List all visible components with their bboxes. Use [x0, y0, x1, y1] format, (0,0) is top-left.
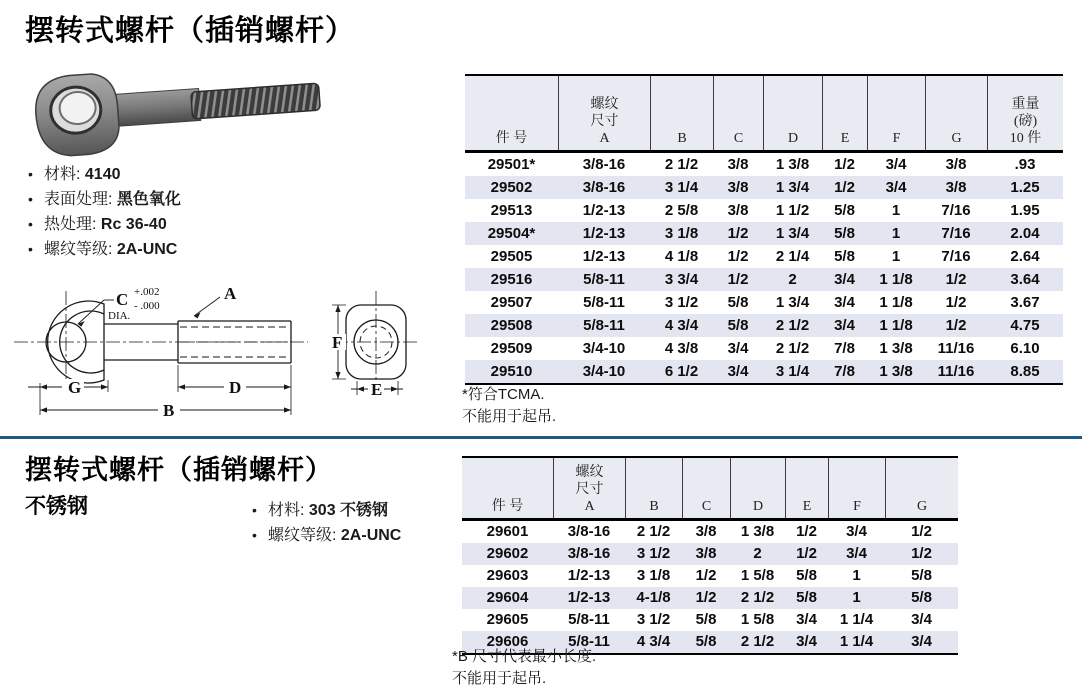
table-cell: 3 1/2 — [636, 611, 671, 628]
table-cell: 1/2 — [796, 545, 817, 562]
column-header: 螺纹 尺寸 A — [558, 76, 650, 150]
dim-label-b: B — [163, 401, 175, 420]
table-cell: 5/8 — [796, 589, 817, 606]
column-header: B — [625, 458, 682, 518]
table-cell: 3/4 — [796, 611, 817, 628]
table-cell: 2 — [788, 271, 797, 288]
table-cell: 1/2 — [945, 271, 967, 288]
table-cell: 1.95 — [1010, 202, 1040, 219]
table-cell: 3/8 — [695, 523, 717, 540]
table-cell: 1/2 — [911, 545, 932, 562]
table-cell: 1 3/4 — [775, 294, 810, 311]
table-row — [465, 360, 1063, 383]
page-title: 摆转式螺杆（插销螺杆） — [25, 15, 356, 47]
table-cell: 29505 — [490, 248, 533, 265]
column-header: D — [763, 76, 822, 150]
table-cell: 1 1/8 — [879, 317, 913, 334]
bullet-icon: • — [28, 166, 33, 182]
table-cell: 2 5/8 — [664, 202, 699, 219]
table-cell: 29602 — [486, 545, 529, 562]
table-cell: 5/8-11 — [583, 317, 625, 334]
spec-value: 2A-UNC — [340, 527, 402, 544]
table-row — [465, 268, 1063, 291]
table-cell: 3/4-10 — [582, 363, 626, 380]
table-row — [462, 521, 958, 543]
spec-label: 螺纹等级: — [44, 241, 117, 258]
table-cell: 2 1/4 — [775, 248, 810, 265]
spec-bullet — [28, 162, 181, 187]
table-cell: 1 3/4 — [775, 225, 810, 242]
column-header: G — [925, 76, 987, 150]
table-cell: 1 3/8 — [879, 340, 913, 357]
table-cell: 1.25 — [1010, 179, 1040, 196]
table-cell: 5/8-11 — [583, 294, 625, 311]
bullet-icon: • — [252, 527, 257, 543]
tolerance-plus: +.002 — [134, 286, 160, 298]
table-cell: 4.75 — [1010, 317, 1040, 334]
column-header: D — [730, 458, 785, 518]
table-cell: 1/2-13 — [582, 248, 626, 265]
spec-label: 热处理: — [44, 216, 101, 233]
table-cell: 2 1/2 — [636, 523, 671, 540]
column-header: E — [785, 458, 828, 518]
table-row — [465, 153, 1063, 176]
table-notes-stainless — [452, 646, 596, 688]
column-header: C — [713, 76, 763, 150]
dim-label-d: D — [229, 378, 242, 397]
table-row — [462, 609, 958, 631]
table-cell: 2 1/2 — [740, 589, 775, 606]
table-header-row — [462, 456, 958, 521]
table-cell: 3/8 — [727, 202, 749, 219]
table-cell: 1/2-13 — [567, 589, 611, 606]
column-header: B — [650, 76, 713, 150]
table-cell: 4 3/4 — [636, 633, 671, 650]
table-cell: 29603 — [486, 567, 529, 584]
dia-label: DIA. — [108, 310, 131, 322]
spec-bullet — [28, 212, 181, 237]
table-cell: 29601 — [486, 523, 529, 540]
table-cell: 29504* — [487, 225, 536, 242]
table-cell: 3/4 — [796, 633, 817, 650]
column-header: F — [828, 458, 885, 518]
table-cell: 7/16 — [941, 202, 971, 219]
table-cell: 1/2 — [945, 317, 967, 334]
table-cell: 8.85 — [1010, 363, 1040, 380]
tolerance-minus: - .000 — [134, 300, 160, 312]
column-header: F — [867, 76, 925, 150]
table-cell: 1/2 — [695, 589, 717, 606]
table-cell: 3/8 — [727, 156, 749, 173]
spec-table-stainless — [462, 456, 958, 655]
table-cell: 1/2 — [834, 156, 855, 173]
table-cell: 3/4-10 — [582, 340, 626, 357]
spec-bullet — [28, 187, 181, 212]
table-footnote: 不能用于起吊. — [462, 408, 557, 425]
spec-label: 表面处理: — [44, 191, 117, 208]
table-cell: 1 5/8 — [740, 567, 775, 584]
table-cell: 11/16 — [937, 340, 975, 357]
table-cell: 4 3/4 — [664, 317, 699, 334]
spec-bullet — [252, 523, 401, 548]
spec-value: 2A-UNC — [116, 241, 178, 258]
table-cell: 1 1/8 — [879, 271, 913, 288]
table-row — [462, 543, 958, 565]
table-cell: .93 — [1014, 156, 1036, 173]
spec-bullet — [28, 237, 181, 262]
table-row — [465, 222, 1063, 245]
table-cell: 5/8-11 — [583, 271, 625, 288]
table-cell: 4 3/8 — [664, 340, 699, 357]
table-cell: 1 3/8 — [879, 363, 913, 380]
table-cell: 3/4 — [834, 294, 855, 311]
table-cell: 1 1/2 — [775, 202, 810, 219]
table-cell: 29513 — [490, 202, 533, 219]
table-cell: 29508 — [490, 317, 533, 334]
table-cell: 3/8 — [695, 545, 717, 562]
table-cell: 6 1/2 — [664, 363, 699, 380]
spec-bullets — [28, 162, 181, 262]
table-cell: 29606 — [486, 633, 529, 650]
table-cell: 1 — [891, 248, 901, 265]
table-cell: 3/8 — [945, 179, 967, 196]
table-cell: 5/8 — [695, 633, 717, 650]
column-header: 件 号 — [495, 131, 528, 146]
table-cell: 1/2 — [727, 248, 749, 265]
spec-label: 材料: — [44, 166, 85, 183]
table-cell: 3/8-16 — [582, 179, 626, 196]
table-cell: 3.67 — [1010, 294, 1040, 311]
product-photo — [28, 56, 333, 164]
table-footnote: 不能用于起吊. — [452, 670, 547, 687]
dim-label-c: C — [116, 290, 129, 309]
spec-bullets-stainless — [252, 498, 401, 548]
spec-label: 螺纹等级: — [268, 527, 341, 544]
table-cell: 29605 — [486, 611, 529, 628]
subtitle-stainless: 不锈钢 — [25, 495, 88, 518]
column-header: 件 号 — [491, 499, 524, 514]
table-cell: 5/8-11 — [568, 611, 610, 628]
spec-value: 303 不锈钢 — [308, 502, 389, 519]
table-row — [465, 199, 1063, 222]
table-row — [462, 565, 958, 587]
table-cell: 5/8 — [834, 225, 855, 242]
table-cell: 3 1/4 — [775, 363, 810, 380]
table-cell: 29516 — [490, 271, 533, 288]
table-cell: 1/2 — [727, 225, 749, 242]
table-cell: 1/2 — [911, 523, 932, 540]
table-row — [465, 291, 1063, 314]
table-cell: 5/8 — [834, 202, 855, 219]
table-cell: 29502 — [490, 179, 533, 196]
table-cell: 7/8 — [834, 340, 855, 357]
table-cell: 1 3/4 — [775, 179, 810, 196]
table-cell: 4 1/8 — [664, 248, 699, 265]
table-row — [465, 245, 1063, 268]
column-header: 重量 (磅) 10 件 — [987, 76, 1063, 150]
table-cell: 7/8 — [834, 363, 855, 380]
column-header: C — [682, 458, 730, 518]
table-cell: 5/8 — [727, 294, 749, 311]
table-row — [465, 337, 1063, 360]
table-cell: 6.10 — [1010, 340, 1040, 357]
table-cell: 3/8-16 — [582, 156, 626, 173]
table-cell: 1 — [891, 225, 901, 242]
bullet-icon: • — [28, 191, 33, 207]
table-cell: 1/2-13 — [582, 202, 626, 219]
table-cell: 29501* — [487, 156, 536, 173]
dim-label-f: F — [332, 333, 343, 352]
table-cell: 5/8-11 — [568, 633, 610, 650]
table-cell: 3/8-16 — [567, 523, 611, 540]
spec-value: 黑色氧化 — [116, 191, 181, 208]
spec-label: 材料: — [268, 502, 309, 519]
table-cell: 1 — [891, 202, 901, 219]
spec-value: 4140 — [84, 166, 121, 183]
table-cell: 3/4 — [846, 523, 867, 540]
table-cell: 3/4 — [911, 633, 932, 650]
spec-table-steel — [465, 74, 1063, 385]
table-cell: 3 1/8 — [636, 567, 671, 584]
table-cell: 3/4 — [727, 340, 749, 357]
table-cell: 3 1/4 — [664, 179, 699, 196]
table-cell: 2 1/2 — [740, 633, 775, 650]
table-cell: 29510 — [490, 363, 533, 380]
spec-value: Rc 36-40 — [100, 216, 167, 233]
table-cell: 5/8 — [727, 317, 749, 334]
dim-label-e: E — [371, 380, 383, 399]
table-cell: 3/4 — [834, 271, 855, 288]
table-cell: 1 5/8 — [740, 611, 775, 628]
table-cell: 7/16 — [941, 225, 971, 242]
table-cell: 3/4 — [885, 156, 907, 173]
table-cell: 1/2 — [727, 271, 749, 288]
table-cell: 3/8 — [727, 179, 749, 196]
table-cell: 5/8 — [796, 567, 817, 584]
table-cell: 1 — [852, 589, 861, 606]
dim-label-g: G — [68, 378, 82, 397]
table-cell: 3 1/2 — [636, 545, 671, 562]
table-cell: 29604 — [486, 589, 529, 606]
dim-label-a: A — [224, 284, 237, 303]
table-cell: 5/8 — [834, 248, 855, 265]
table-cell: 3/4 — [911, 611, 932, 628]
spec-bullet — [252, 498, 401, 523]
column-header: G — [885, 458, 958, 518]
table-cell: 3 1/2 — [664, 294, 699, 311]
table-cell: 5/8 — [695, 611, 717, 628]
table-cell: 3/4 — [885, 179, 907, 196]
table-header-row — [465, 74, 1063, 153]
bullet-icon: • — [28, 241, 33, 257]
bullet-icon: • — [252, 502, 257, 518]
table-cell: 7/16 — [941, 248, 971, 265]
table-cell: 1 3/8 — [775, 156, 810, 173]
table-cell: 3/4 — [846, 545, 867, 562]
table-cell: 1/2 — [695, 567, 717, 584]
table-notes-steel — [462, 384, 556, 428]
table-cell: 1 3/8 — [740, 523, 775, 540]
table-cell: 3/4 — [727, 363, 749, 380]
table-row — [462, 587, 958, 609]
table-cell: 3 1/8 — [664, 225, 699, 242]
table-cell: 3/4 — [834, 317, 855, 334]
table-cell: 1/2 — [796, 523, 817, 540]
table-row — [465, 176, 1063, 199]
section-divider — [0, 436, 1082, 439]
table-cell: 1 1/4 — [839, 633, 874, 650]
table-row — [465, 314, 1063, 337]
table-cell: 2.04 — [1010, 225, 1040, 242]
table-cell: 3/8 — [945, 156, 967, 173]
dimension-diagram — [8, 283, 433, 433]
table-cell: 2 — [753, 545, 762, 562]
page-title-stainless: 摆转式螺杆（插销螺杆） — [25, 455, 333, 485]
table-cell: 3/8-16 — [567, 545, 611, 562]
table-cell: 2 1/2 — [775, 340, 810, 357]
table-cell: 1 — [852, 567, 861, 584]
table-cell: 1/2 — [945, 294, 967, 311]
table-cell: 1/2 — [834, 179, 855, 196]
table-cell: 1/2-13 — [582, 225, 626, 242]
table-cell: 5/8 — [911, 567, 932, 584]
table-cell: 3 3/4 — [664, 271, 699, 288]
table-cell: 1 1/8 — [879, 294, 913, 311]
table-cell: 2.64 — [1010, 248, 1040, 265]
table-cell: 5/8 — [911, 589, 932, 606]
table-cell: 4-1/8 — [636, 589, 671, 606]
table-cell: 1/2-13 — [567, 567, 611, 584]
table-footnote: *B 尺寸代表最小长度. — [452, 648, 597, 665]
column-header: 螺纹 尺寸 A — [553, 458, 625, 518]
table-cell: 3.64 — [1010, 271, 1040, 288]
table-footnote: *符合TCMA. — [462, 386, 545, 403]
table-cell: 2 1/2 — [775, 317, 810, 334]
table-cell: 11/16 — [937, 363, 975, 380]
bullet-icon: • — [28, 216, 33, 232]
table-cell: 29507 — [490, 294, 533, 311]
table-cell: 2 1/2 — [664, 156, 699, 173]
column-header: E — [822, 76, 867, 150]
table-cell: 1 1/4 — [839, 611, 874, 628]
table-cell: 29509 — [490, 340, 533, 357]
